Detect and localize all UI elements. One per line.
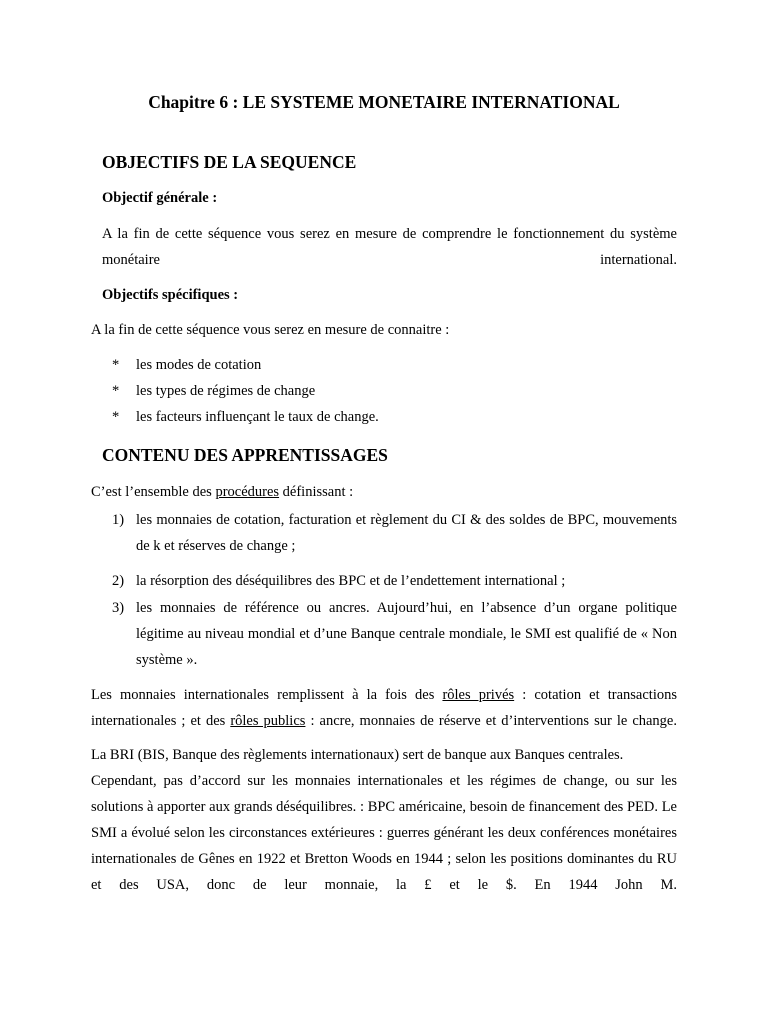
bullet-marker: * <box>112 383 120 399</box>
intro-text: C’est l’ensemble des <box>91 484 216 500</box>
objectifs-heading: OBJECTIFS DE LA SEQUENCE <box>102 152 357 172</box>
roles-publics-term: rôles publics <box>230 713 306 729</box>
bullet-marker: * <box>112 357 120 373</box>
list-item: la résorption des déséquilibres des BPC et de l’endettement international ; <box>136 573 566 589</box>
bullet-item: les facteurs influençant le taux de change. <box>136 409 379 425</box>
procedures-term: procédures <box>215 484 280 500</box>
contenu-intro <box>91 479 677 505</box>
roles-paragraph <box>91 682 677 734</box>
bullet-item: les types de régimes de change <box>136 383 316 399</box>
objectif-general-text: A la fin de cette séquence vous serez en mesure de comprendre le fonctionnement du système monétaire international. <box>102 226 677 268</box>
contenu-heading: CONTENU DES APPRENTISSAGES <box>102 445 388 465</box>
bullet-marker: * <box>112 409 120 425</box>
roles-text: Les monnaies internationales remplissent à la fois des <box>91 687 443 703</box>
bullet-item: les modes de cotation <box>136 357 262 373</box>
intro-text: définissant : <box>279 484 354 500</box>
list-number: 1) <box>112 512 125 528</box>
roles-prives-term: rôles privés <box>442 687 515 703</box>
cependant-paragraph: Cependant, pas d’accord sur les monnaies internationales et les régimes de change, ou sur les solutions à apporter aux grands déséquilibres. : BPC américaine, besoin de financement des PED. Le SMI a évolué selon les circonstances extérieures : guerres générant les deux conférences monétaires internationales de Gênes en 1922 et Bretton Woods en 1944 ; selon les positions dominantes du RU et des USA, donc de leur monnaie, la £ et le $. En 1944 John M. <box>91 773 677 893</box>
list-item: les monnaies de référence ou ancres. Aujourd’hui, en l’absence d’un organe politique légitime au niveau mondial et d’une Banque centrale mondiale, le SMI est qualifié de « Non système ». <box>136 600 677 668</box>
objectif-general-label: Objectif générale : <box>102 190 218 206</box>
objectifs-specifiques-label: Objectifs spécifiques : <box>102 287 239 303</box>
roles-text: : ancre, monnaies de réserve et d’interventions sur le change. <box>305 713 677 729</box>
bri-paragraph: La BRI (BIS, Banque des règlements internationaux) sert de banque aux Banques centrales. <box>91 747 624 763</box>
list-item: les monnaies de cotation, facturation et règlement du CI & des soldes de BPC, mouvements de k et réserves de change ; <box>136 512 677 554</box>
list-number: 2) <box>112 573 125 589</box>
chapter-title: Chapitre 6 : LE SYSTEME MONETAIRE INTERNATIONAL <box>148 92 620 112</box>
roles-text: : cotation et transactions internationales ; et des <box>91 687 677 729</box>
objectifs-specifiques-intro: A la fin de cette séquence vous serez en mesure de connaitre : <box>91 322 450 338</box>
list-number: 3) <box>112 600 125 616</box>
